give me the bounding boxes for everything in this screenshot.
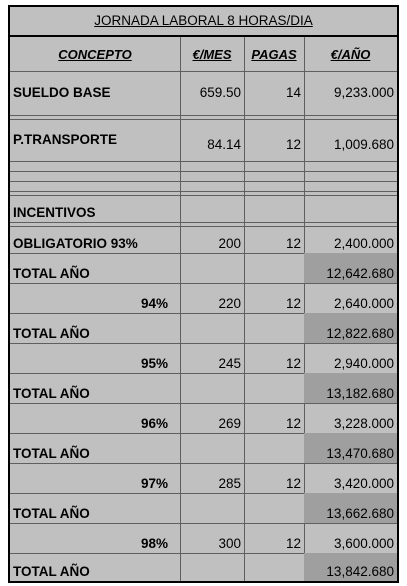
row-95-label: 95% — [140, 355, 168, 371]
total-95-value: 13,182.680 — [304, 373, 397, 403]
row-transporte-mes: 84.14 — [207, 137, 241, 153]
row-95-pagas: 12 — [285, 355, 301, 371]
row-98-pagas: 12 — [285, 535, 301, 551]
salary-table — [8, 5, 399, 583]
row-96-pagas: 12 — [285, 415, 301, 431]
row-93-mes: 200 — [218, 235, 241, 251]
row-incentivos-label: INCENTIVOS — [13, 204, 96, 220]
row-96-label: 96% — [140, 415, 168, 431]
total-97-label: TOTAL AÑO — [13, 505, 90, 521]
row-97-ano: 3,420.000 — [333, 475, 394, 491]
grid-row-line — [10, 191, 397, 192]
row-95-ano: 2,940.000 — [333, 355, 394, 371]
row-transporte-ano: 1,009.680 — [333, 137, 394, 153]
grid-row-line — [10, 181, 397, 182]
grid-row-line — [10, 115, 397, 116]
row-93-ano: 2,400.000 — [333, 235, 394, 251]
total-96-value: 13,470.680 — [304, 433, 397, 463]
row-93-pagas: 12 — [285, 235, 301, 251]
total-93-value: 12,642.680 — [304, 253, 397, 283]
total-98-label: TOTAL AÑO — [13, 563, 90, 579]
header-eur-ano: €/AÑO — [330, 46, 371, 62]
row-transporte-pagas: 12 — [285, 137, 301, 153]
total-97-value: 13,662.680 — [304, 493, 397, 523]
row-98-ano: 3,600.000 — [333, 535, 394, 551]
row-97-pagas: 12 — [285, 475, 301, 491]
header-pagas: PAGAS — [251, 46, 297, 62]
grid-row-line — [10, 171, 397, 172]
row-98-mes: 300 — [218, 535, 241, 551]
row-sueldo-base-pagas: 14 — [285, 85, 301, 101]
row-96-ano: 3,228.000 — [333, 415, 394, 431]
row-sueldo-base-mes: 659.50 — [199, 85, 241, 101]
row-93-label: OBLIGATORIO 93% — [13, 235, 138, 251]
total-96-label: TOTAL AÑO — [13, 445, 90, 461]
row-transporte-label: P.TRANSPORTE — [13, 132, 118, 148]
row-96-mes: 269 — [218, 415, 241, 431]
row-97-mes: 285 — [218, 475, 241, 491]
row-94-label: 94% — [140, 295, 168, 311]
row-95-mes: 245 — [218, 355, 241, 371]
table-title: JORNADA LABORAL 8 HORAS/DIA — [10, 7, 397, 37]
total-93-label: TOTAL AÑO — [13, 265, 90, 281]
row-sueldo-base-ano: 9,233.000 — [333, 85, 394, 101]
row-sueldo-base-label: SUELDO BASE — [13, 85, 111, 101]
header-concepto: CONCEPTO — [58, 46, 132, 62]
row-94-mes: 220 — [218, 295, 241, 311]
total-94-label: TOTAL AÑO — [13, 325, 90, 341]
header-eur-mes: €/MES — [192, 46, 232, 62]
row-97-label: 97% — [140, 475, 168, 491]
grid-row-line — [10, 222, 397, 223]
row-94-pagas: 12 — [285, 295, 301, 311]
total-95-label: TOTAL AÑO — [13, 385, 90, 401]
row-98-label: 98% — [140, 535, 168, 551]
total-98-value: 13,842.680 — [304, 553, 397, 581]
total-94-value: 12,822.680 — [304, 313, 397, 343]
row-94-ano: 2,640.000 — [333, 295, 394, 311]
